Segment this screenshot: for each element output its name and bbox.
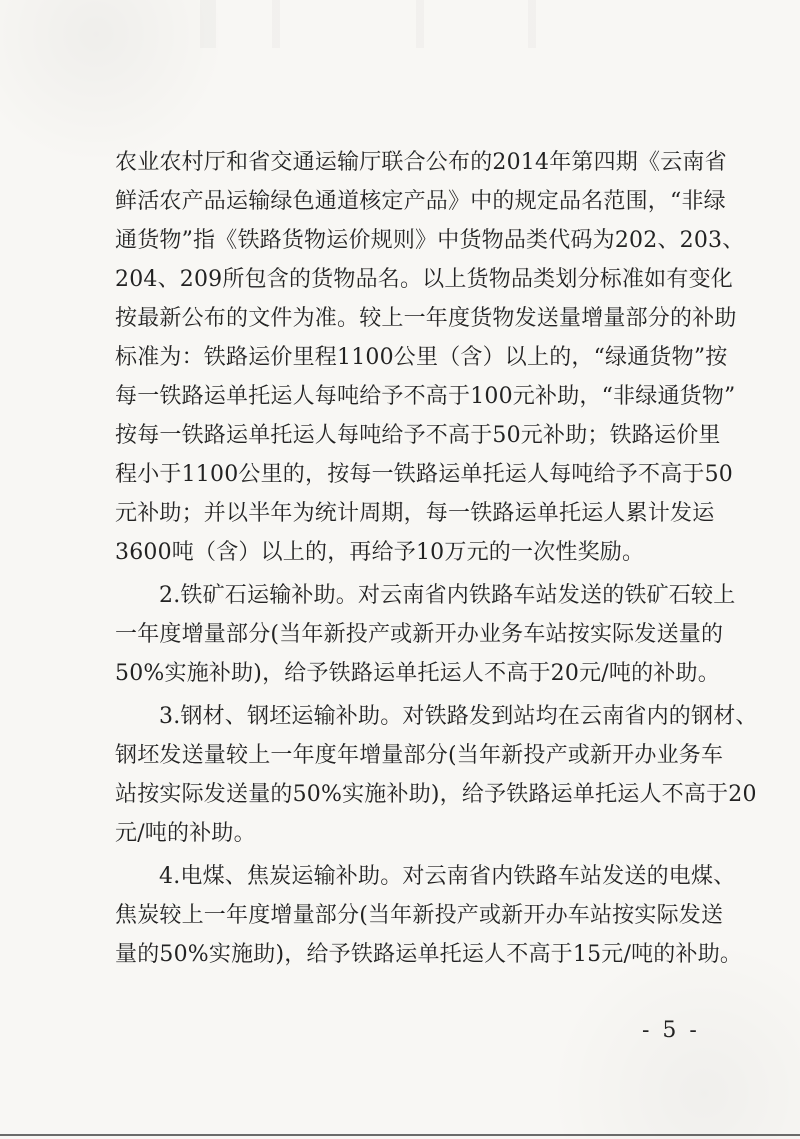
text-line-1: 农业农村厅和省交通运输厅联合公布的2014年第四期《云南省 <box>115 150 727 175</box>
section-3-line-3: 站按实际发送量的50%实施补助)，给予铁路运单托运人不高于20 <box>115 782 757 807</box>
body-text <box>115 143 758 974</box>
section-3-first-line: 3.钢材、钢坯运输补助。对铁路发到站均在云南省内的钢材、 <box>159 704 758 729</box>
text-line-2: 鲜活农产品运输绿色通道核定产品》中的规定品名范围，“非绿 <box>115 189 726 214</box>
text-line-4: 204、209所包含的货物品名。以上货物品类划分标准如有变化 <box>115 267 733 292</box>
section-3-line-4: 元/吨的补助。 <box>115 821 256 846</box>
section-3-line-2: 钢坯发送量较上一年度年增量部分(当年新投产或新开办业务车 <box>115 743 724 768</box>
section-4-line-3: 量的50%实施助)，给予铁路运单托运人不高于15元/吨的补助。 <box>115 942 743 967</box>
text-line-6: 标准为：铁路运价里程1100公里（含）以上的，“绿通货物”按 <box>115 345 728 370</box>
text-line-8: 按每一铁路运单托运人每吨给予不高于50元补助；铁路运价里 <box>115 423 721 448</box>
text-line-10: 元补助；并以半年为统计周期，每一铁路运单托运人累计发运 <box>115 501 715 526</box>
page-number: - 5 - <box>642 1018 700 1043</box>
section-2-line-2: 一年度增量部分(当年新投产或新开办业务车站按实际发送量的 <box>115 622 724 647</box>
section-4-line-2: 焦炭较上一年度增量部分(当年新投产或新开办车站按实际发送 <box>115 903 724 928</box>
section-2-line-3: 50%实施补助)，给予铁路运单托运人不高于20元/吨的补助。 <box>115 661 720 686</box>
text-line-7: 每一铁路运单托运人每吨给予不高于100元补助，“非绿通货物” <box>115 384 736 409</box>
text-line-5: 按最新公布的文件为准。较上一年度货物发送量增量部分的补助 <box>115 306 737 331</box>
text-line-9: 程小于1100公里的，按每一铁路运单托运人每吨给予不高于50 <box>115 462 733 487</box>
section-2-first-line: 2.铁矿石运输补助。对云南省内铁路车站发送的铁矿石较上 <box>159 583 736 608</box>
top-bleed-through <box>0 0 800 48</box>
bottom-scan-line <box>0 1134 800 1136</box>
text-line-11: 3600吨（含）以上的，再给予10万元的一次性奖励。 <box>115 540 645 565</box>
text-line-3: 通货物”指《铁路货物运价规则》中货物品类代码为202、203、 <box>115 228 745 253</box>
section-4-first-line: 4.电煤、焦炭运输补助。对云南省内铁路车站发送的电煤、 <box>159 864 736 889</box>
